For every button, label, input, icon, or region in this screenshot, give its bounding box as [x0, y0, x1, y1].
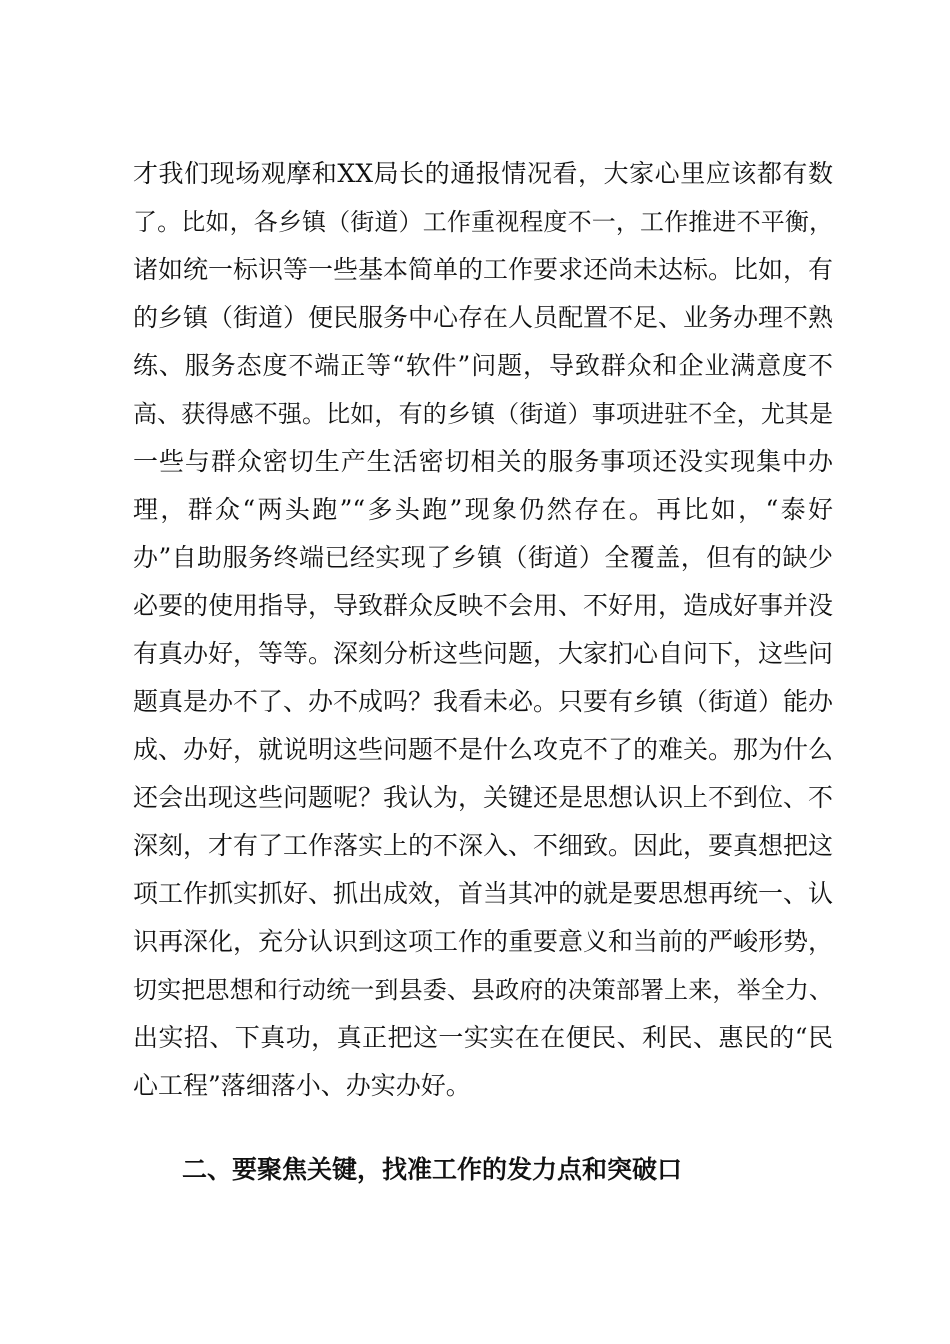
paragraph-line-8: 理，群众“两头跑”“多头跑”现象仍然存在。再比如，“泰好 — [133, 495, 833, 524]
paragraph-line-11: 有真办好，等等。深刻分析这些问题，大家扪心自问下，这些问 — [133, 639, 834, 668]
paragraph-line-1: 才我们现场观摩和XX局长的通报情况看，大家心里应该都有数 — [133, 159, 833, 188]
paragraph-line-6: 高、获得感不强。比如，有的乡镇（街道）事项进驻不全，尤其是 — [133, 400, 833, 428]
paragraph-line-7: 一些与群众密切生产生活密切相关的服务事项还没实现集中办 — [133, 447, 833, 476]
paragraph-line-2: 了。比如，各乡镇（街道）工作重视程度不一，工作推进不平衡， — [133, 208, 833, 236]
paragraph-line-9: 办”自助服务终端已经实现了乡镇（街道）全覆盖，但有的缺少 — [133, 543, 833, 572]
paragraph-line-15: 深刻，才有了工作落实上的不深入、不细致。因此，要真想把这 — [133, 831, 834, 860]
section-heading: 二、要聚焦关键，找准工作的发力点和突破口 — [182, 1155, 683, 1184]
paragraph-line-18: 切实把思想和行动统一到县委、县政府的决策部署上来，举全力、 — [133, 976, 833, 1004]
paragraph-line-3: 诸如统一标识等一些基本简单的工作要求还尚未达标。比如，有 — [133, 255, 834, 284]
paragraph-line-12: 题真是办不了、办不成吗？我看未必。只要有乡镇（街道）能办 — [133, 687, 834, 716]
paragraph-line-13: 成、办好，就说明这些问题不是什么攻克不了的难关。那为什么 — [133, 735, 834, 764]
paragraph-line-19: 出实招、下真功，真正把这一实实在在便民、利民、惠民的“民 — [133, 1023, 833, 1052]
paragraph-line-16: 项工作抓实抓好、抓出成效，首当其冲的就是要思想再统一、认 — [133, 879, 834, 908]
paragraph-line-14: 还会出现这些问题呢？我认为，关键还是思想认识上不到位、不 — [133, 783, 834, 812]
paragraph-line-20: 心工程”落细落小、办实办好。 — [133, 1071, 471, 1100]
paragraph-line-5: 练、服务态度不端正等“软件”问题，导致群众和企业满意度不 — [133, 351, 833, 380]
paragraph-line-17: 识再深化，充分认识到这项工作的重要意义和当前的严峻形势， — [133, 927, 834, 956]
body-paragraph — [133, 150, 833, 1110]
paragraph-line-10: 必要的使用指导，导致群众反映不会用、不好用，造成好事并没 — [133, 591, 834, 620]
paragraph-line-4: 的乡镇（街道）便民服务中心存在人员配置不足、业务办理不熟 — [133, 303, 834, 332]
